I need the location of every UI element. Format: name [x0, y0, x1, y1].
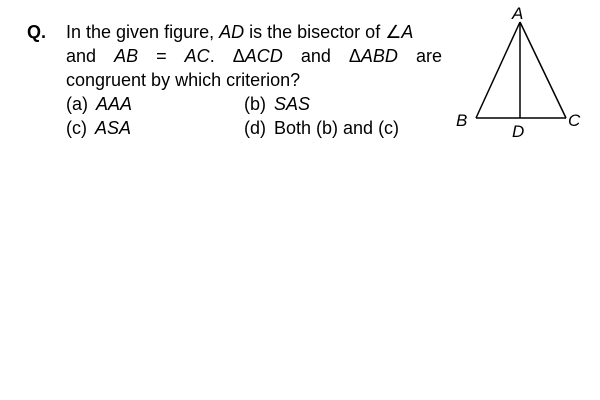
triangle-figure [448, 4, 588, 144]
vertex-label-a: A [512, 4, 524, 23]
triangle-symbol: Δ [348, 46, 361, 66]
option-a-tag: (a) [66, 94, 88, 114]
option-b-text: SAS [274, 94, 311, 114]
option-c[interactable] [66, 116, 131, 140]
triangle-acd: ACD [244, 46, 283, 66]
option-d-tag: (d) [244, 118, 266, 138]
option-a-text: AAA [96, 94, 133, 114]
vertex-label-b: B [456, 111, 468, 130]
angle-symbol: ∠ [385, 22, 402, 42]
option-b[interactable] [244, 92, 310, 116]
option-a[interactable] [66, 92, 132, 116]
side-ac [520, 22, 566, 118]
angle-vertex: A [401, 22, 414, 42]
side-ab [476, 22, 520, 118]
option-c-text: ASA [95, 118, 132, 138]
option-d[interactable] [244, 116, 399, 140]
question-line-3: congruent by which criterion? [66, 70, 301, 90]
segment-ab: AB [114, 46, 139, 66]
question-line-2: and AB = AC. ΔACD and ΔABD are [66, 46, 442, 66]
question-line-1: In the given figure, AD is the bisector of ∠A [66, 22, 414, 42]
option-b-tag: (b) [244, 94, 266, 114]
triangle-abd: ABD [360, 46, 398, 66]
question-number: Q. [27, 22, 47, 42]
question-text [66, 20, 442, 92]
vertex-label-c: C [568, 111, 581, 130]
segment-ad: AD [219, 22, 245, 42]
segment-ac: AC [184, 46, 210, 66]
option-c-tag: (c) [66, 118, 87, 138]
triangle-symbol: Δ [232, 46, 245, 66]
vertex-label-d: D [512, 122, 525, 141]
option-d-text: Both (b) and (c) [274, 118, 400, 138]
